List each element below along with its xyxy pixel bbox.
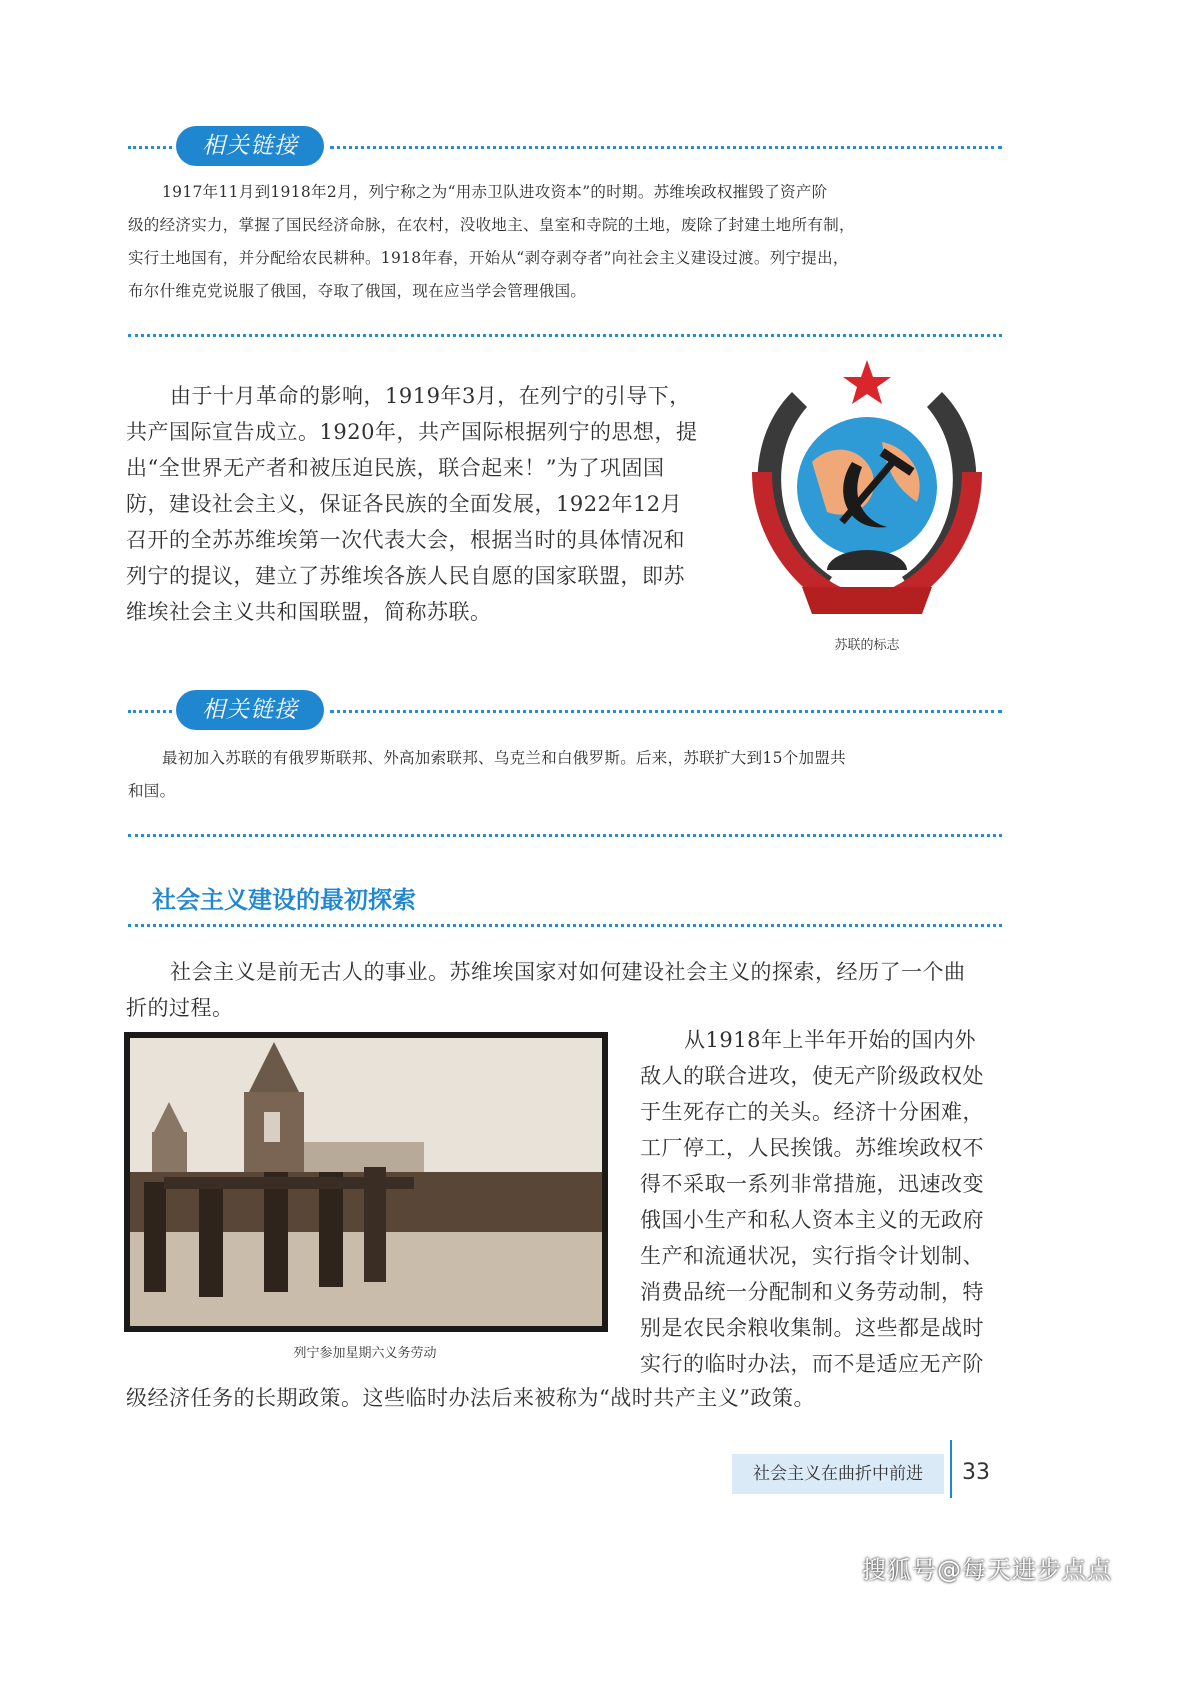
- text-line: 俄国小生产和私人资本主义的无政府: [640, 1208, 984, 1232]
- text-line: 级的经济实力，掌握了国民经济命脉，在农村，没收地主、皇室和寺院的土地，废除了封建土地所有制，: [128, 216, 855, 234]
- text-line: 由于十月革命的影响，1919年3月，在列宁的引导下，: [170, 384, 691, 408]
- text-line: 防，建设社会主义，保证各民族的全面发展，1922年12月: [126, 492, 683, 516]
- text-line: 社会主义是前无古人的事业。苏维埃国家对如何建设社会主义的探索，经历了一个曲: [170, 960, 966, 984]
- soviet-emblem-image: [732, 352, 1002, 630]
- related-link-badge: 相关链接: [176, 690, 324, 730]
- dotted-divider: [128, 146, 172, 149]
- paragraph-ussr-founding: [126, 378, 726, 630]
- text-line: 召开的全苏苏维埃第一次代表大会，根据当时的具体情况和: [126, 528, 685, 552]
- text-line: 实行土地国有，并分配给农民耕种。1918年春，开始从“剥夺剥夺者”向社会主义建设过渡。列宁提出，: [128, 249, 849, 267]
- dotted-divider: [330, 146, 1002, 149]
- photo-caption: 列宁参加星期六义务劳动: [293, 1346, 437, 1361]
- text-line: 实行的临时办法，而不是适应无产阶: [640, 1352, 984, 1376]
- text-line: 布尔什维克党说服了俄国，夺取了俄国，现在应当学会管理俄国。: [128, 282, 587, 300]
- text-line: 消费品统一分配制和义务劳动制，特: [640, 1280, 984, 1304]
- dotted-divider: [128, 710, 172, 713]
- text-line: 于生死存亡的关头。经济十分困难，: [640, 1100, 984, 1124]
- dotted-divider: [128, 924, 1002, 927]
- text-line: 敌人的联合进攻，使无产阶级政权处: [640, 1064, 984, 1088]
- related-link-text: [128, 176, 1008, 308]
- source-watermark: 搜狐号@每天进步点点: [862, 1556, 1112, 1584]
- text-line: 和国。: [128, 782, 176, 800]
- lenin-subbotnik-photo: [124, 1032, 608, 1332]
- page-number: 33: [962, 1460, 990, 1485]
- text-line: 从1918年上半年开始的国内外: [684, 1028, 976, 1052]
- text-line: 出“全世界无产者和被压迫民族，联合起来！”为了巩固国: [126, 456, 665, 480]
- related-link-badge: 相关链接: [176, 126, 324, 166]
- dotted-divider: [128, 834, 1002, 837]
- text-line: 工厂停工，人民挨饿。苏维埃政权不: [640, 1136, 984, 1160]
- paragraph-war-communism: [640, 1022, 1020, 1382]
- text-line: 维埃社会主义共和国联盟，简称苏联。: [126, 600, 492, 624]
- paragraph-war-communism-end: [126, 1380, 1016, 1416]
- dotted-divider: [128, 334, 1002, 337]
- text-line: 折的过程。: [126, 996, 234, 1020]
- text-line: 别是农民余粮收集制。这些都是战时: [640, 1316, 984, 1340]
- chapter-footer: 社会主义在曲折中前进: [732, 1454, 944, 1494]
- text-line: 1917年11月到1918年2月，列宁称之为“用赤卫队进攻资本”的时期。苏维埃政权摧毁了资产阶: [162, 183, 828, 201]
- related-link-text: [128, 742, 1008, 808]
- dotted-divider: [330, 710, 1002, 713]
- text-line: 列宁的提议，建立了苏维埃各族人民自愿的国家联盟，即苏: [126, 564, 685, 588]
- text-line: 得不采取一系列非常措施，迅速改变: [640, 1172, 984, 1196]
- text-line: 生产和流通状况，实行指令计划制、: [640, 1244, 984, 1268]
- text-line: 级经济任务的长期政策。这些临时办法后来被称为“战时共产主义”政策。: [126, 1386, 815, 1410]
- text-line: 最初加入苏联的有俄罗斯联邦、外高加索联邦、乌克兰和白俄罗斯。后来，苏联扩大到15个加盟共: [162, 749, 846, 767]
- text-line: 共产国际宣告成立。1920年，共产国际根据列宁的思想，提: [126, 420, 698, 444]
- section-title: 社会主义建设的最初探索: [152, 886, 416, 914]
- footer-divider: [950, 1440, 952, 1498]
- paragraph-exploration: [126, 954, 1016, 1026]
- emblem-caption: 苏联的标志: [834, 638, 900, 653]
